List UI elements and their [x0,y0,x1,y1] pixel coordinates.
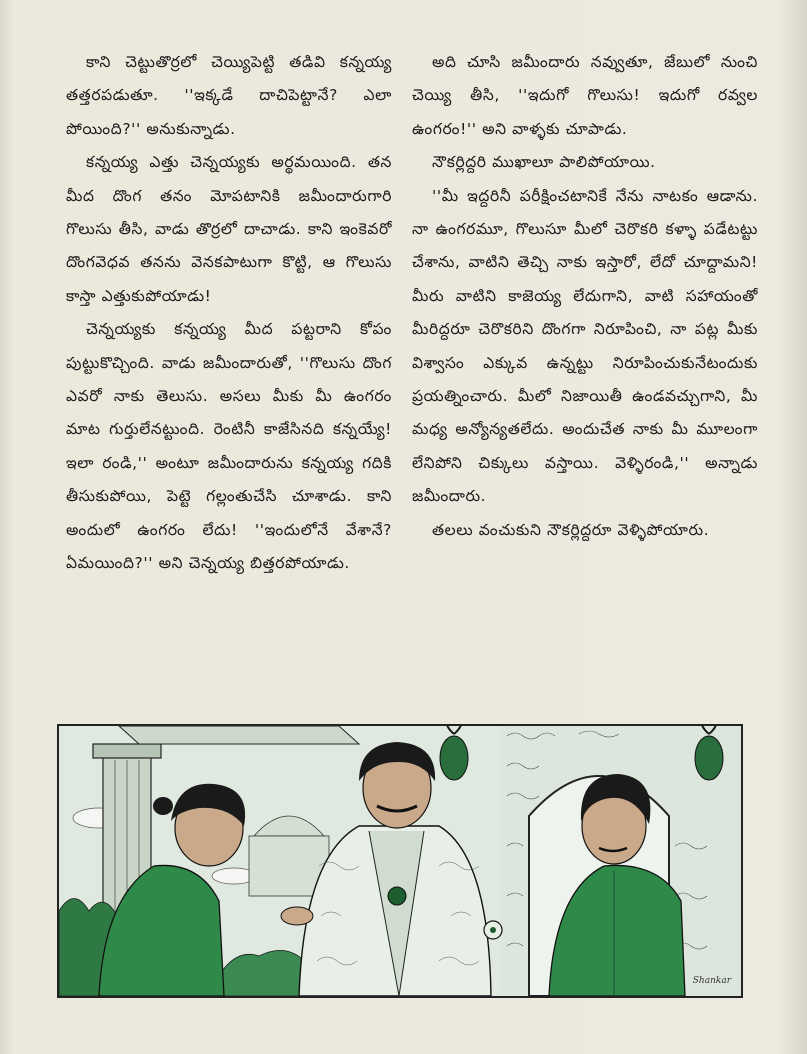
story-column-left [66,46,392,581]
paragraph: నౌకర్లిద్దరి ముఖాలూ పాలిపోయాయి. [432,153,656,172]
paragraph: తలలు వంచుకుని నౌకర్లిద్దరూ వెళ్ళిపోయారు. [432,520,710,539]
paragraph: కన్నయ్య ఎత్తు చెన్నయ్యకు అర్థమయింది. తన మీద దొంగ తనం మోపటానికి జమీందారుగారి గొలుసు తీసి, వాడు తొర్రలో దాచాడు. కాని ఇంకెవరో దొంగవెధవ తనను వెనకపాటుగా కొట్టి, ఆ గొలుసు కాస్తా ఎత్తుకుపోయాడు! [66,153,392,305]
paragraph: కాని చెట్టుతొర్రలో చెయ్యిపెట్టి తడివి కన్నయ్య తత్తరపడుతూ. ''ఇక్కడే దాచిపెట్టానే? ఎలా పోయింది?'' అనుకున్నాడు. [66,53,392,138]
paragraph: అది చూసి జమీందారు నవ్వుతూ, జేబులో నుంచి చెయ్యి తీసి, ''ఇదుగో గొలుసు! ఇదుగో రవ్వల ఉంగరం!'' అని వాళ్ళకు చూపాడు. [412,53,758,138]
story-column-right [412,46,758,547]
paragraph: చెన్నయ్యకు కన్నయ్య మీద పట్టరాని కోపం పుట్టుకొచ్చింది. వాడు జమీందారుతో, ''గొలుసు దొంగ ఎవరో నాకు తెలుసు. అసలు మీకు మీ ఉంగరం మాట గుర్తులేనట్టుంది. రెంటినీ కాజేసినది కన్నయ్యే! ఇలా రండి,'' అంటూ జమీందారును కన్నయ్య గదికి తీసుకుపోయి, పెట్టె గల్లంతుచేసి చూశాడు. కాని అందులో ఉంగరం లేదు! ''ఇందులోనే వేశానే? ఏమయింది?'' అని చెన్నయ్య బిత్తరపోయాడు. [66,320,392,573]
story-illustration [57,724,743,998]
paragraph: ''మీ ఇద్దరినీ పరీక్షించటానికే నేను నాటకం ఆడాను. నా ఉంగరమూ, గొలుసూ మీలో చెరొకరి కళ్ళా పడేటట్టు చేశాను, వాటిని తెచ్చి నాకు ఇస్తారో, లేదో చూద్దామని! మీరు వాటిని కాజెయ్య లేదుగాని, వాటి సహాయంతో మీరిద్దరూ చెరొకరిని దొంగగా నిరూపించి, నా పట్ల మీకు విశ్వాసం ఎక్కువ ఉన్నట్టు నిరూపించుకునేటందుకు ప్రయత్నించారు. మీలో నిజాయితీ ఉండవచ్చుగాని, మీ మధ్య అన్యోన్యతలేదు. అందుచేత నాకు మీ మూలంగా లేనిపోని చిక్కులు వస్తాయి. వెళ్ళిరండి,'' అన్నాడు జమీందారు. [412,186,758,506]
artist-signature: Shankar [692,976,731,986]
illustration-artwork [59,726,741,996]
